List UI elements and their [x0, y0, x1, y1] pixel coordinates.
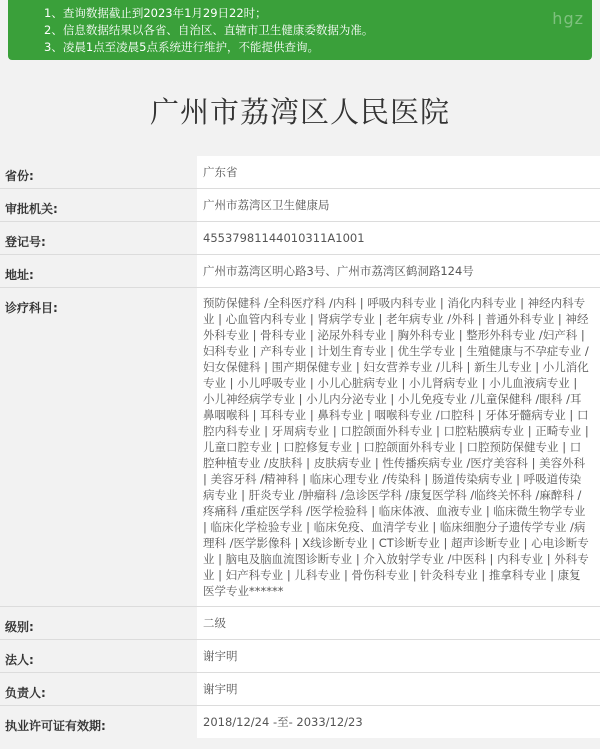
watermark-text: hgz — [552, 9, 584, 28]
license-validity-label: 执业许可证有效期: — [0, 706, 197, 738]
row-level — [0, 606, 600, 639]
level-label: 级别: — [0, 607, 197, 639]
notice-line-2: 2、信息数据结果以各省、自治区、直辖市卫生健康委数据为准。 — [44, 23, 374, 37]
row-license-validity — [0, 705, 600, 738]
notice-line-3: 3、凌晨1点至凌晨5点系统进行维护，不能提供查询。 — [44, 40, 319, 54]
legal-person-value: 谢宇明 — [197, 640, 600, 672]
level-value: 二级 — [197, 607, 600, 639]
info-table — [0, 156, 600, 738]
address-label: 地址: — [0, 255, 197, 287]
hospital-title: 广州市荔湾区人民医院 — [149, 95, 450, 129]
row-registration-number — [0, 221, 600, 254]
province-value: 广东省 — [197, 156, 600, 188]
person-in-charge-value: 谢宇明 — [197, 673, 600, 705]
approval-authority-label: 审批机关: — [0, 189, 197, 221]
treatment-subjects-label: 诊疗科目: — [0, 288, 197, 606]
address-value: 广州市荔湾区明心路3号、广州市荔湾区鹤洞路124号 — [197, 255, 600, 287]
row-person-in-charge — [0, 672, 600, 705]
approval-authority-value: 广州市荔湾区卫生健康局 — [197, 189, 600, 221]
notice-line-1: 1、查询数据截止到2023年1月29日22时； — [44, 6, 267, 20]
registration-number-value: 45537981144010311A1001 — [197, 222, 600, 254]
treatment-subjects-value: 预防保健科 /全科医疗科 /内科 | 呼吸内科专业 | 消化内科专业 | 神经内科专业 | 心血管内科专业 | 肾病学专业 | 老年病专业 /外科 | 普通外科专业 | 神经外科专业 | 骨科专业 | 泌尿外科专业 | 胸外科专业 | 整形外科专业 /妇产科 | 妇科专业 | 产科专业 | 计划生育专业 | 优生学专业 | 生殖健康与不孕症专业 /妇女保健科 | 围产期保健专业 | 妇女营养专业 /儿科 | 新生儿专业 | 小儿消化专业 | 小儿呼吸专业 | 小儿心脏病专业 | 小儿肾病专业 | 小儿血液病专业 | 小儿神经病学专业 | 小儿内分泌专业 | 小儿免疫专业 /儿童保健科 /眼科 /耳鼻咽喉科 | 耳科专业 | 鼻科专业 | 咽喉科专业 /口腔科 | 牙体牙髓病专业 | 口腔内科专业 | 牙周病专业 | 口腔颌面外科专业 | 口腔粘膜病专业 | 正畸专业 | 儿童口腔专业 | 口腔修复专业 | 口腔颌面外科专业 | 口腔预防保健专业 | 口腔种植专业 /皮肤科 | 皮肤病专业 | 性传播疾病专业 /医疗美容科 | 美容外科 | 美容牙科 /精神科 | 临床心理专业 /传染科 | 肠道传染病专业 | 呼吸道传染病专业 | 肝炎专业 /肿瘤科 /急诊医学科 /康复医学科 /临终关怀科 /麻醉科 /疼痛科 /重症医学科 /医学检验科 | 临床体液、血液专业 | 临床微生物学专业 | 临床化学检验专业 | 临床免疫、血清学专业 | 临床细胞分子遗传学专业 /病理科 /医学影像科 | X线诊断专业 | CT诊断专业 | 超声诊断专业 | 心电诊断专业 | 脑电及脑血流图诊断专业 | 介入放射学专业 /中医科 | 内科专业 | 外科专业 | 妇产科专业 | 儿科专业 | 骨伤科专业 | 针灸科专业 | 推拿科专业 | 康复医学专业****** — [197, 288, 600, 606]
license-validity-value: 2018/12/24 -至- 2033/12/23 — [197, 706, 600, 738]
province-label: 省份: — [0, 156, 197, 188]
row-treatment-subjects — [0, 287, 600, 606]
notice-banner — [8, 0, 592, 60]
registration-number-label: 登记号: — [0, 222, 197, 254]
person-in-charge-label: 负责人: — [0, 673, 197, 705]
legal-person-label: 法人: — [0, 640, 197, 672]
row-province — [0, 156, 600, 188]
row-address — [0, 254, 600, 287]
row-approval-authority — [0, 188, 600, 221]
row-legal-person — [0, 639, 600, 672]
